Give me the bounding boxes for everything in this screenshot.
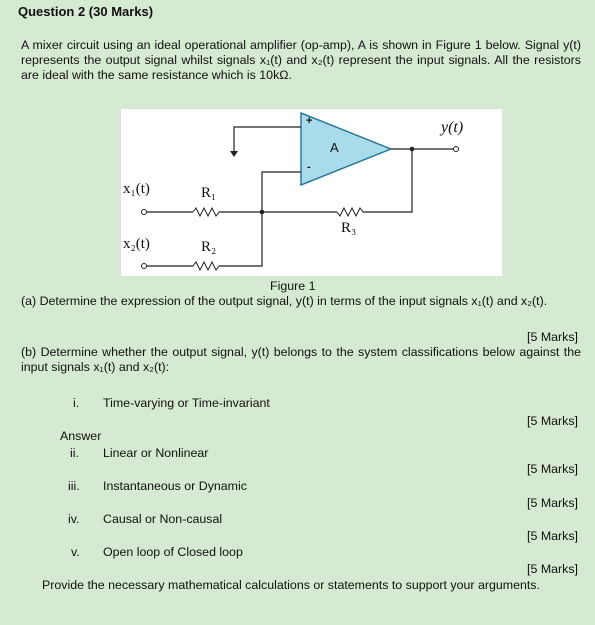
minus-sign: - — [307, 161, 311, 173]
ground-icon — [230, 151, 238, 157]
ground-wire — [234, 127, 301, 151]
item-ii-marks: [5 Marks] — [527, 462, 578, 476]
question-title: Question 2 (30 Marks) — [18, 4, 154, 19]
feedback-wire — [363, 149, 412, 212]
figure-caption: Figure 1 — [270, 279, 316, 293]
plus-sign: + — [306, 115, 313, 127]
item-iv-text: Causal or Non-causal — [103, 512, 223, 526]
x1-terminal — [142, 210, 147, 215]
r1-resistor — [193, 208, 219, 216]
input2-label: x₂(t) — [123, 236, 150, 252]
item-iii-text: Instantaneous or Dynamic — [103, 479, 247, 493]
item-v-marks: [5 Marks] — [527, 562, 578, 576]
opamp-label: A — [330, 140, 339, 155]
item-iii-num: iii. — [68, 479, 80, 493]
opamp-triangle — [301, 113, 391, 185]
output-label: y(t) — [441, 119, 464, 136]
closing-instruction: Provide the necessary mathematical calculations or statements to support your arguments. — [42, 578, 540, 592]
output-terminal — [454, 147, 459, 152]
item-ii-text: Linear or Nonlinear — [103, 446, 209, 460]
r3-resistor — [337, 208, 363, 216]
answer-label: Answer — [60, 429, 102, 443]
item-i-marks: [5 Marks] — [527, 414, 578, 428]
circuit-figure — [121, 109, 502, 276]
r2-label: R₂ — [201, 239, 217, 255]
r1-label: R₁ — [201, 185, 217, 201]
item-iv-marks: [5 Marks] — [527, 529, 578, 543]
item-iii-marks: [5 Marks] — [527, 496, 578, 510]
item-v-text: Open loop of Closed loop — [103, 545, 243, 559]
part-a-text: (a) Determine the expression of the output signal, y(t) in terms of the input signals x₁(t) and x₂(t). — [21, 294, 548, 308]
minus-input-wire — [262, 172, 301, 212]
r3-label: R₃ — [341, 220, 357, 236]
item-i-text: Time-varying or Time-invariant — [103, 396, 270, 410]
item-iv-num: iv. — [68, 512, 80, 526]
item-i-num: i. — [73, 396, 80, 410]
intro-paragraph: A mixer circuit using an ideal operational amplifier (op-amp), A is shown in Figure 1 below. Signal y(t) represents the output signal whilst signals x₁(t) and x₂(t) represent the input signals. All the resistors are ideal with the same resistance which is 10kΩ. — [21, 38, 581, 82]
item-v-num: v. — [71, 545, 80, 559]
r2-resistor — [193, 262, 219, 270]
output-node — [410, 147, 415, 152]
x2-terminal — [142, 264, 147, 269]
part-b-text: (b) Determine whether the output signal, y(t) belongs to the system classifications below against the input signals x₁(t) and x₂(t): — [21, 345, 581, 374]
part-a-marks: [5 Marks] — [527, 330, 578, 344]
input1-label: x₁(t) — [123, 181, 150, 197]
item-ii-num: ii. — [70, 446, 79, 460]
